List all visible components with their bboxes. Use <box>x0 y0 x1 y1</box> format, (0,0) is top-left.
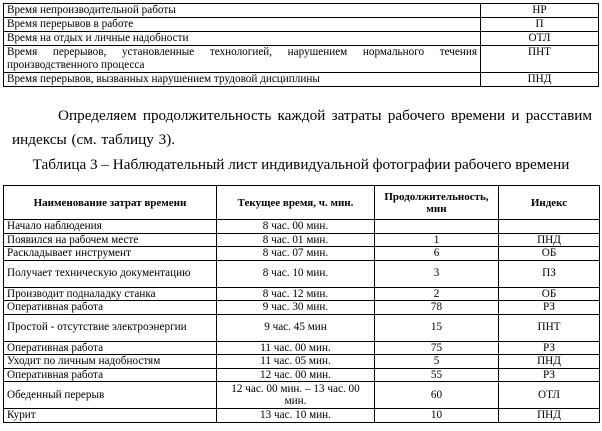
current-time-cell: 11 час. 05 мин. <box>217 355 375 369</box>
time-type-cell: Время перерывов в работе <box>4 18 481 32</box>
cost-name-cell: Получает техническую документацию <box>4 260 217 287</box>
index-cell <box>499 220 600 234</box>
table-row <box>4 341 600 355</box>
cost-name-cell: Производит подналадку станка <box>4 287 217 301</box>
time-code-cell: ПНД <box>481 73 599 87</box>
column-header-index: Индекс <box>499 186 600 220</box>
current-time-cell: 9 час. 45 мин <box>217 314 375 341</box>
time-type-cell: Время на отдых и личные надобности <box>4 32 481 46</box>
table-row <box>4 260 600 287</box>
cost-name-cell: Курит <box>4 409 217 423</box>
duration-cell: 10 <box>375 409 499 423</box>
time-code-cell: ОТЛ <box>481 32 599 46</box>
duration-cell: 78 <box>375 301 499 315</box>
index-cell: ПНД <box>499 355 600 369</box>
current-time-cell: 8 час. 01 мин. <box>217 233 375 247</box>
cost-name-cell: Раскладывает инструмент <box>4 247 217 261</box>
index-cell: ОБ <box>499 287 600 301</box>
current-time-cell: 13 час. 10 мин. <box>217 409 375 423</box>
time-type-cell: Время непроизводительной работы <box>4 4 481 18</box>
table-row <box>4 247 600 261</box>
column-header-time: Текущее время, ч. мин. <box>217 186 375 220</box>
cost-name-cell: Простой - отсутствие электроэнергии <box>4 314 217 341</box>
current-time-cell: 8 час. 12 мин. <box>217 287 375 301</box>
table-row <box>4 301 600 315</box>
index-legend-table <box>3 3 599 87</box>
index-cell: ПЗ <box>499 260 600 287</box>
time-code-cell: ПНТ <box>481 46 599 73</box>
duration-cell: 15 <box>375 314 499 341</box>
cost-name-cell: Оперативная работа <box>4 368 217 382</box>
duration-cell: 3 <box>375 260 499 287</box>
current-time-cell: 8 час. 07 мин. <box>217 247 375 261</box>
table-row <box>4 46 599 73</box>
table-row <box>4 32 599 46</box>
current-time-cell: 12 час. 00 мин. <box>217 368 375 382</box>
duration-cell: 5 <box>375 355 499 369</box>
column-header-duration: Продолжительность, мин <box>375 186 499 220</box>
table-row <box>4 314 600 341</box>
duration-cell: 6 <box>375 247 499 261</box>
time-type-cell: Время перерывов, установленные технологией, нарушением нормального течения производственного процесса <box>4 46 481 73</box>
index-cell: ПНД <box>499 409 600 423</box>
current-time-cell: 8 час. 10 мин. <box>217 260 375 287</box>
index-cell: ОТЛ <box>499 382 600 409</box>
duration-cell: 75 <box>375 341 499 355</box>
table-row <box>4 233 600 247</box>
table-row <box>4 18 599 32</box>
time-code-cell: НР <box>481 4 599 18</box>
current-time-cell: 12 час. 00 мин. – 13 час. 00 мин. <box>217 382 375 409</box>
table-row <box>4 368 600 382</box>
index-cell: РЗ <box>499 341 600 355</box>
table-row <box>4 355 600 369</box>
cost-name-cell: Оперативная работа <box>4 301 217 315</box>
cost-name-cell: Обеденный перерыв <box>4 382 217 409</box>
column-header-name: Наименование затрат времени <box>4 186 217 220</box>
table-row <box>4 409 600 423</box>
index-cell: ПНТ <box>499 314 600 341</box>
duration-cell <box>375 220 499 234</box>
time-type-cell: Время перерывов, вызванных нарушением трудовой дисциплины <box>4 73 481 87</box>
time-code-cell: П <box>481 18 599 32</box>
current-time-cell: 9 час. 30 мин. <box>217 301 375 315</box>
table-row <box>4 73 599 87</box>
index-cell: ПНД <box>499 233 600 247</box>
cost-name-cell: Уходит по личным надобностям <box>4 355 217 369</box>
body-paragraph: Определяем продолжительность каждой затраты рабочего времени и расставим индексы (см. таблицу 3). <box>12 107 592 148</box>
observation-sheet-table <box>3 185 600 423</box>
duration-cell: 60 <box>375 382 499 409</box>
table-row <box>4 4 599 18</box>
cost-name-cell: Оперативная работа <box>4 341 217 355</box>
duration-cell: 1 <box>375 233 499 247</box>
table-caption: Таблица 3 – Наблюдательный лист индивидуальной фотографии рабочего времени <box>32 156 570 173</box>
table-header-row <box>4 186 600 220</box>
table-row <box>4 220 600 234</box>
cost-name-cell: Появился на рабочем месте <box>4 233 217 247</box>
current-time-cell: 8 час. 00 мин. <box>217 220 375 234</box>
duration-cell: 55 <box>375 368 499 382</box>
index-cell: ОБ <box>499 247 600 261</box>
table-row <box>4 382 600 409</box>
index-cell: РЗ <box>499 301 600 315</box>
current-time-cell: 11 час. 00 мин. <box>217 341 375 355</box>
duration-cell: 2 <box>375 287 499 301</box>
index-cell: РЗ <box>499 368 600 382</box>
table-row <box>4 287 600 301</box>
cost-name-cell: Начало наблюдения <box>4 220 217 234</box>
